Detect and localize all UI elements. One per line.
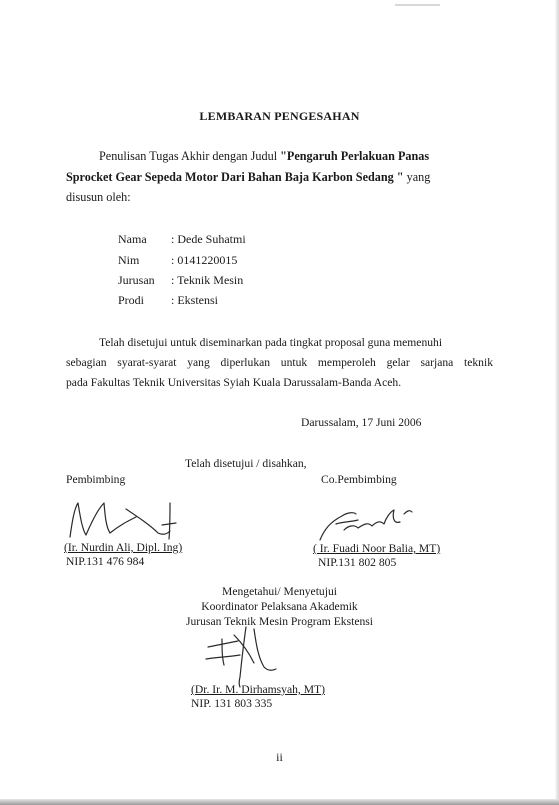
scan-mark	[395, 4, 440, 6]
pembimbing-nip: NIP.131 476 984	[66, 555, 145, 568]
approval-line-3: pada Fakultas Teknik Universitas Syiah Kuala Darussalam-Banda Aceh.	[66, 376, 402, 389]
pembimbing-signature	[66, 495, 186, 545]
thesis-title-part-2: Sprocket Gear Sepeda Motor Dari Bahan Baja Karbon Sedang "	[66, 170, 404, 184]
koordinator-line-2: Koordinator Pelaksana Akademik	[201, 600, 358, 613]
identity-value: : Dede Suhatmi	[171, 232, 246, 246]
approved-caption: Telah disetujui / disahkan,	[185, 457, 307, 470]
koordinator-name: (Dr. Ir. M. Dirhamsyah, MT)	[191, 683, 325, 696]
identity-label: Nama	[118, 232, 147, 246]
intro-line-3: disusun oleh:	[66, 190, 131, 204]
place-date: Darussalam, 17 Juni 2006	[301, 416, 422, 429]
identity-value: : Teknik Mesin	[171, 273, 244, 287]
scan-edge-bottom	[0, 799, 559, 805]
co-pembimbing-role: Co.Pembimbing	[321, 473, 397, 486]
identity-row-prodi	[118, 293, 218, 308]
co-pembimbing-signature	[314, 500, 424, 545]
co-pembimbing-name: ( Ir. Fuadi Noor Balia, MT)	[313, 542, 441, 555]
intro-line-2	[66, 170, 430, 185]
pembimbing-role: Pembimbing	[66, 473, 126, 486]
identity-label: Jurusan	[118, 273, 155, 287]
identity-label: Nim	[118, 253, 140, 267]
co-pembimbing-nip: NIP.131 802 805	[318, 556, 397, 569]
identity-row-jurusan	[118, 273, 243, 288]
identity-row-nim	[118, 253, 237, 268]
approval-line-1: Telah disetujui untuk diseminarkan pada tingkat proposal guna memenuhi	[99, 336, 443, 349]
page-number: ii	[276, 750, 283, 764]
identity-label: Prodi	[118, 293, 145, 307]
approval-line-2: sebagian syarat-syarat yang diperlukan untuk memperoleh gelar sarjana teknik	[66, 356, 493, 369]
page-title: LEMBARAN PENGESAHAN	[199, 109, 360, 123]
thesis-title-part-1: "Pengaruh Perlakuan Panas	[280, 149, 430, 163]
identity-value: : 0141220015	[171, 253, 238, 267]
koordinator-line-3: Jurusan Teknik Mesin Program Ekstensi	[185, 615, 374, 628]
koordinator-nip: NIP. 131 803 335	[191, 697, 273, 710]
identity-row-name	[118, 232, 246, 247]
identity-value: : Ekstensi	[171, 293, 218, 307]
koordinator-signature	[198, 617, 288, 687]
intro-line-1-text: Penulisan Tugas Akhir dengan Judul	[99, 149, 281, 163]
pembimbing-name: (Ir. Nurdin Ali, Dipl. Ing)	[64, 541, 183, 554]
intro-line-1	[99, 149, 429, 164]
intro-line-2-text: yang	[403, 170, 431, 184]
koordinator-line-1: Mengetahui/ Menyetujui	[222, 585, 337, 598]
